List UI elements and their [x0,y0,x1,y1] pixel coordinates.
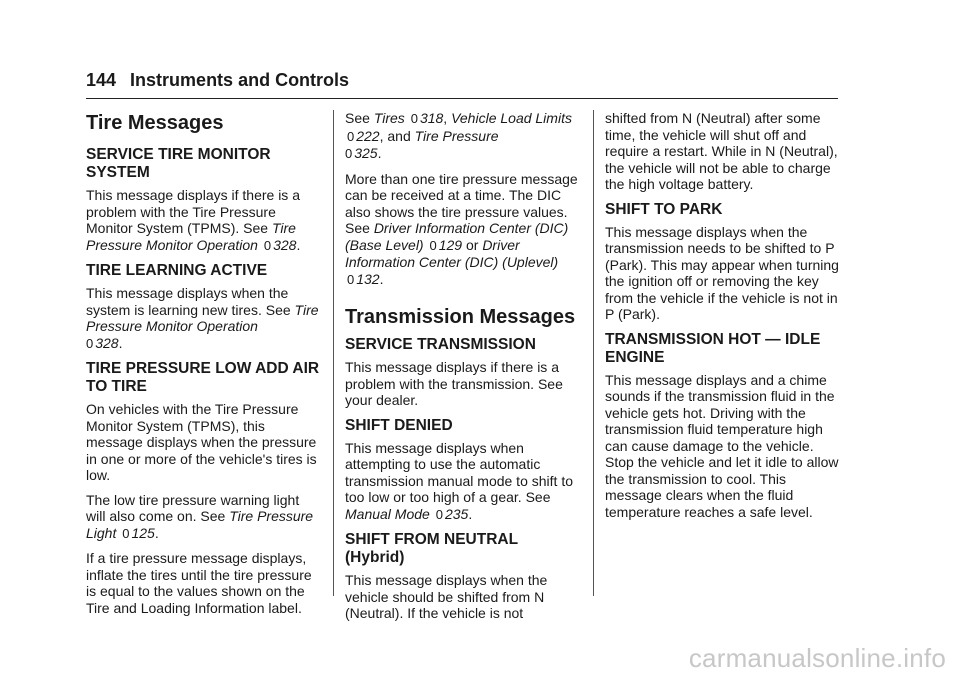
paragraph: shifted from N (Neutral) after some time, the vehicle will shut off and require a restart. While in N (Neutral), the vehicle will not be able to charge the high voltage battery. [605,110,838,192]
page-reference[interactable]: 125 [131,524,155,541]
paragraph: The low tire pressure warning light will also come on. See Tire Pressure Light 0 125. [86,491,314,541]
paragraph: This message displays when the system is learning new tires. See Tire Pressure Monitor Operation 0 328. [86,285,319,351]
page-header [86,70,349,91]
page-ref-icon: 0 [122,525,130,541]
heading-service-tire-monitor: SERVICE TIRE MONITOR SYSTEM [86,146,271,181]
paragraph: This message displays when the vehicle should be shifted from N (Neutral). If the vehicle is not [345,572,548,621]
page-ref-icon: 0 [429,237,437,253]
header-rule [86,98,838,99]
paragraph: This message displays if there is a problem with the transmission. See your dealer. [345,359,563,408]
page-ref-icon: 0 [263,237,272,253]
page-ref-icon: 0 [347,128,355,144]
page-number: 144 [86,70,117,90]
page-ref-icon: 0 [435,506,443,522]
page-ref-icon: 0 [86,335,94,351]
heading-service-transmission: SERVICE TRANSMISSION [345,336,536,353]
watermark: carmanualsonline.info [688,643,946,673]
cross-reference-link[interactable]: Driver Information Center (DIC) (Uplevel) [345,236,559,270]
section-title: Instruments and Controls [130,70,350,90]
paragraph: This message displays if there is a problem with the Tire Pressure Monitor System (TPMS). See Tire Pressure Monitor Operation 0 328. [86,187,301,253]
cross-reference-link[interactable]: Tires [373,110,405,126]
cross-reference-link[interactable]: Tire Pressure [414,127,499,144]
column-divider [333,110,334,596]
paragraph: This message displays when the transmission needs to be shifted to P (Park). This may appear when turning the ignition off or removing the key from the vehicle if the vehicle is not in P (Park). [605,223,839,322]
heading-shift-denied: SHIFT DENIED [345,416,453,434]
cross-reference-link[interactable]: Tire Pressure Light [86,508,314,541]
paragraph: If a tire pressure message displays, inflate the tires until the tire pressure is equal to the values shown on the Tire and Loading Information label. [86,550,312,616]
cross-reference-link[interactable]: Tire Pressure Monitor Operation [86,301,319,334]
page-ref-icon: 0 [347,271,355,287]
page-reference[interactable]: 318 [419,110,444,126]
paragraph: On vehicles with the Tire Pressure Monitor System (TPMS), this message displays when the pressure in one or more of the vehicle's tires is low. [86,401,317,483]
page-reference[interactable]: 132 [356,270,380,287]
paragraph: See Tires 0 318, Vehicle Load Limits 0 222, and Tire Pressure 0 325. [345,110,572,161]
heading-shift-from-neutral: SHIFT FROM NEUTRAL (Hybrid) [345,531,518,566]
column-divider [593,110,594,596]
paragraph: This message displays and a chime sounds if the transmission fluid in the vehicle gets hot. Driving with the transmission fluid temperature high can cause damage to the vehicle. Stop the vehicle and let it idle to allow the transmission to cool. This message clears when the fluid temperature reaches a safe level. [605,371,839,520]
column-2 [345,110,581,630]
heading-tire-pressure-low: TIRE PRESSURE LOW ADD AIR TO TIRE [86,360,320,395]
column-1 [86,110,322,624]
cross-reference-link[interactable]: Driver Information Center (DIC) (Base Level) [345,220,569,253]
cross-reference-link[interactable]: Manual Mode [345,505,430,522]
paragraph: More than one tire pressure message can be received at a time. The DIC also shows the tire pressure values. See Driver Information Center (DIC) (Base Level) 0 129 or Driver Information Center (DIC) (Uplevel) 0 132. [345,170,578,287]
page-ref-icon: 0 [410,111,418,126]
page-reference[interactable]: 328 [273,236,297,253]
paragraph: This message displays when attempting to use the automatic transmission manual mode to shift to too low or too high of a gear. See Manual Mode 0 235. [345,439,573,522]
cross-reference-link[interactable]: Vehicle Load Limits [451,110,572,126]
page-reference[interactable]: 222 [356,127,380,144]
section-heading-tire-messages: Tire Messages [86,112,224,134]
heading-transmission-hot: TRANSMISSION HOT — IDLE ENGINE [605,330,821,366]
column-3 [605,110,841,528]
cross-reference-link[interactable]: Tire Pressure Monitor Operation [86,220,296,253]
section-heading-transmission-messages: Transmission Messages [345,306,576,328]
heading-shift-to-park: SHIFT TO PARK [605,200,723,218]
page-reference[interactable]: 328 [95,334,119,351]
page-reference[interactable]: 235 [444,505,469,522]
page-reference[interactable]: 325 [354,145,378,161]
page-reference[interactable]: 129 [438,236,463,253]
page-ref-icon: 0 [345,146,353,161]
heading-tire-learning-active: TIRE LEARNING ACTIVE [86,262,268,279]
